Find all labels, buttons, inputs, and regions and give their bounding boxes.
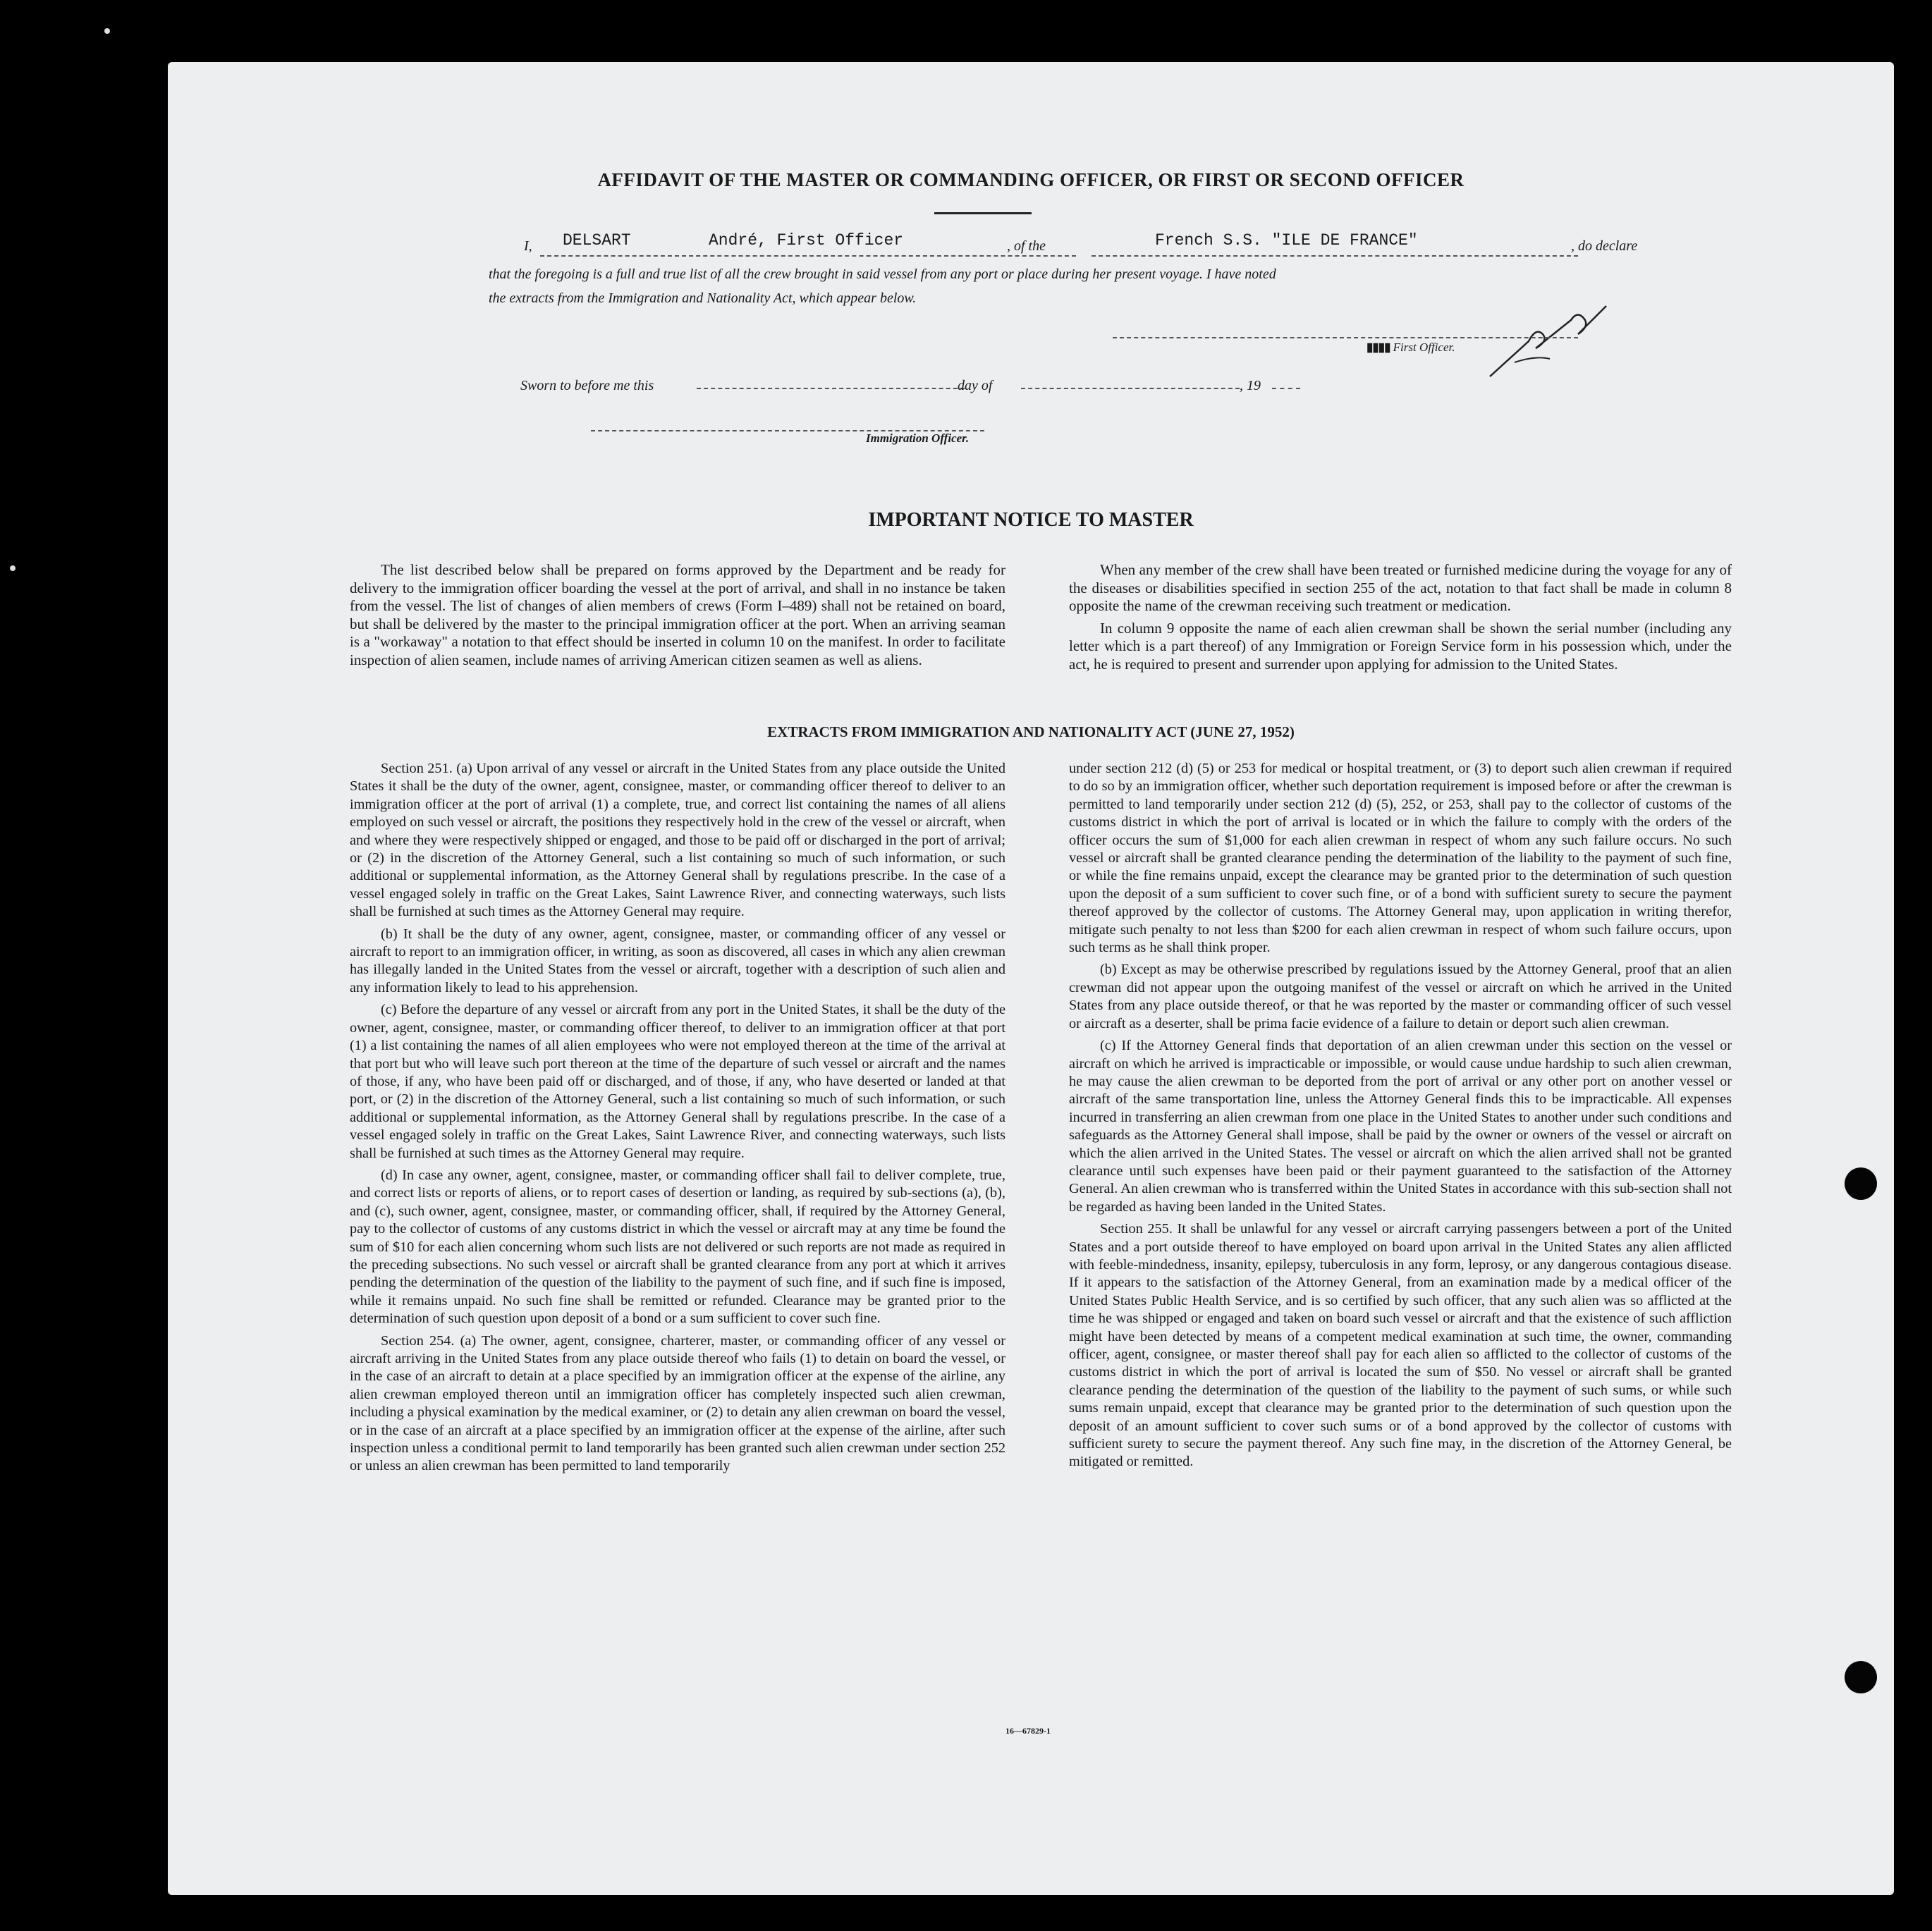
declaration-line-3: the extracts from the Immigration and Nationality Act, which appear below. <box>489 290 917 306</box>
notice-right-text-1: When any member of the crew shall have been treated or furnished medicine during the voyage for any of the diseases or disabilities specified in section 255 of the act, notation to that fact shall be made in column 8 opposite the name of the crewman receiving such treatment or medication. <box>1069 561 1732 614</box>
scan-speck <box>10 565 16 571</box>
declaration-line-2: that the foregoing is a full and true list of all the crew brought in said vessel from any port or place during her present voyage. I have noted <box>489 266 1276 282</box>
title-rule <box>934 212 1032 214</box>
scan-speck <box>104 28 110 34</box>
name-typed: DELSART <box>563 231 631 250</box>
immigration-officer-caption: Immigration Officer. <box>866 431 970 445</box>
section-254b: (b) Except as may be otherwise prescribed by regulations issued by the Attorney General, proof that an alien crewman did not appear upon the outgoing manifest of the vessel or aircraft on which he arrived in the United States from any place outside thereof, or that he was reported by the master or commanding officer of such vessel or aircraft as a deserter, shall be prima facie evidence of a failure to detain or deport such alien crewman. <box>1069 962 1732 1031</box>
sworn-day-line <box>697 386 965 389</box>
day-of-label: day of <box>958 378 993 393</box>
punch-hole-upper <box>1845 1167 1877 1200</box>
notice-left-column <box>350 561 1005 673</box>
extracts-left-column <box>350 760 1005 1480</box>
notice-right-text-2: In column 9 opposite the name of each alien crewman shall be shown the serial number (including any letter which is a part thereof) of any Immigration or Foreign Service form in his possession which, under the act, he is required to present and surrender upon applying for admission to the United States. <box>1069 619 1732 673</box>
do-declare-label: , do declare <box>1571 238 1638 254</box>
signature-line <box>1113 336 1578 338</box>
affidavit-title: AFFIDAVIT OF THE MASTER OR COMMANDING OFFICER, OR FIRST OR SECOND OFFICER <box>597 169 1465 190</box>
section-251b: (b) It shall be the duty of any owner, agent, consignee, master, or commanding officer of any vessel or aircraft to report to an immigration officer, in writing, as soon as discovered, all cases in which any alien crewman has illegally landed in the United States from the vessel or aircraft, together with a description of such alien and any information likely to lead to his apprehension. <box>350 926 1005 995</box>
section-251c: (c) Before the departure of any vessel or aircraft from any port in the United States, it shall be the duty of the owner, agent, consignee, master, or commanding officer thereof, to deliver to an immigration officer at that port (1) a list containing the names of all alien employees who were not employed thereon at the time of the arrival at that port but who will leave such port thereon at the time of the departure of such vessel or aircraft and the names of those, if any, who have been paid off or discharged, and of those, if any, who have deserted or landed at that port, or (2) in the discretion of the Attorney General, such a list containing so much of such information, or such additional or supplemental information, as the Attorney General shall by regulations prescribe. In the case of a vessel engaged solely in traffic on the Great Lakes, Saint Lawrence River, and connecting waterways, such lists shall be furnished at such times as the Attorney General may require. <box>350 1002 1005 1161</box>
section-255: Section 255. It shall be unlawful for any vessel or aircraft carrying passengers between a port of the United States and a port outside thereof to have employed on board upon arrival in the United States any alien afflicted with feeble-mindedness, insanity, epilepsy, tuberculosis in any form, leprosy, or any dangerous contagious disease. If it appears to the satisfaction of the Attorney General, from an examination made by a medical officer of the United States Public Health Service, and is so certified by such officer, that any such alien was so afflicted at the time he was shipped or engaged and taken on board such vessel or aircraft and that the existence of such affliction might have been detected by means of a competent medical examination at such time, the owner, commanding officer, agent, consignee, or master thereof shall pay for each alien so afflicted to the collector of customs of the customs district in which the port of arrival is located the sum of $50. No vessel or aircraft shall be granted clearance pending the determination of the question of the liability to the payment of such sums, or while such sums remain unpaid, except that clearance may be granted prior to the determination of such question upon the deposit of an amount sufficient to cover such sums or of a bond approved by the collector of customs with sufficient surety to secure the payment thereof. Any such fine may, in the discretion of the Attorney General, be mitigated or remitted. <box>1069 1221 1732 1470</box>
extracts-right-column <box>1069 760 1732 1476</box>
section-254c: (c) If the Attorney General finds that deportation of an alien crewman under this section on the vessel or aircraft on which he arrived is impracticable or impossible, or would cause undue hardship to such alien crewman, he may cause the alien crewman to be deported from the port of arrival or any other port on another vessel or aircraft of the same transportation line, unless the Attorney General finds this to be impracticable. All expenses incurred in transferring an alien crewman from one place in the United States to another under such conditions and safeguards as the Attorney General shall impose, shall be paid by the owner or owners of the vessel or aircraft on which the alien arrived in the United States. The vessel or aircraft on which the alien arrived shall not be granted clearance until such expenses have been paid or their payment guaranteed to the satisfaction of the Attorney General. An alien crewman who is transferred within the United States in accordance with this sub-section shall not be regarded as having been landed in the United States. <box>1069 1038 1732 1215</box>
notice-title: IMPORTANT NOTICE TO MASTER <box>868 509 1194 531</box>
given-typed: André, First Officer <box>709 231 904 250</box>
section-254a-cont: under section 212 (d) (5) or 253 for medical or hospital treatment, or (3) to deport such alien crewman if required to do so by an immigration officer, whether such deportation requirement is imposed before or after the crewman is permitted to land temporarily under section 212 (d) (5), 252, or 253, shall pay to the collector of customs of the customs district in which the port of arrival is located or in which the failure to comply with the orders of the officer occurs the sum of $1,000 for each alien crewman in respect of whom any such failure occurs. No such vessel or aircraft shall be granted clearance pending the determination of the liability to the payment of such fine, or while the fine remains unpaid, except the clearance may be granted prior to the determination of such question upon the deposit of a sum sufficient to cover such fine, or of a bond with sufficient surety to secure the payment thereof approved by the collector of customs. The Attorney General may, upon application in writing therefor, mitigate such penalty to not less than $200 for each alien crewman in respect of whom such failure occurs, upon such terms as he shall think proper. <box>1069 761 1732 956</box>
section-251d: (d) In case any owner, agent, consignee, master, or commanding officer shall fail to deliver complete, true, and correct lists or reports of aliens, or to report cases of desertion or landing, as required by sub-sections (a), (b), and (c), such owner, agent, consignee, master, or commanding officer, shall, if required by the Attorney General, pay to the collector of customs of any customs district in which the vessel or aircraft may at any time be found the sum of $10 for each alien concerning whom such lists are not delivered or such reports are not made as required in the preceding subsections. No such vessel or aircraft shall be granted clearance from any port at which it arrives pending the determination of the question of the liability to the payment of such fine, and if such fine is imposed, while it remains unpaid. No such fine shall be remitted or refunded. Clearance may be granted prior to the determination of such question upon deposit of a bond or a sum sufficient to cover such fine. <box>350 1167 1005 1327</box>
form-code: 16—67829-1 <box>1005 1726 1051 1736</box>
sworn-year-line <box>1272 386 1300 389</box>
document-sheet <box>168 62 1894 1895</box>
signature <box>1486 299 1641 384</box>
of-the-label: , of the <box>1007 238 1046 254</box>
extracts-title: EXTRACTS FROM IMMIGRATION AND NATIONALITY ACT (JUNE 27, 1952) <box>767 723 1295 740</box>
year-label: , 19 <box>1240 378 1261 393</box>
punch-hole-lower <box>1845 1661 1877 1693</box>
notice-right-column <box>1069 561 1732 678</box>
section-251a: Section 251. (a) Upon arrival of any vessel or aircraft in the United States from any place outside the United States it shall be the duty of the owner, agent, consignee, master, or commanding officer thereof to deliver to an immigration officer at the port of arrival (1) a complete, true, and correct list containing the names of all aliens employed on such vessel or aircraft, the positions they respectively hold in the crew of the vessel or aircraft, when and where they were respectively shipped or engaged, and those to be paid off or discharged in the port of arrival; or (2) in the discretion of the Attorney General, such a list containing so much of such information, or such additional or supplemental information, as the Attorney General shall by regulations prescribe. In the case of a vessel engaged solely in traffic on the Great Lakes, Saint Lawrence River, and connecting waterways, such lists shall be furnished at such times as the Attorney General may require. <box>350 761 1005 920</box>
sworn-label: Sworn to before me this <box>520 378 654 393</box>
i-label: I, <box>524 238 532 254</box>
notice-left-text: The list described below shall be prepared on forms approved by the Department and be ready for delivery to the immigration officer boarding the vessel at the port of arrival, and shall in no instance be taken from the vessel. The list of changes of alien members of crews (Form I–489) shall not be retained on board, but shall be delivered by the master to the principal immigration officer at the port. When an arriving seaman is a "workaway" a notation to that effect should be inserted in column 10 on the manifest. In order to facilitate inspection of alien seamen, include names of arriving American citizen seamen as well as aliens. <box>350 561 1005 668</box>
vessel-typed: French S.S. "ILE DE FRANCE" <box>1155 231 1418 250</box>
sworn-month-line <box>1021 386 1240 389</box>
officer-caption: ▮▮▮▮ First Officer. <box>1367 341 1455 354</box>
section-254a: Section 254. (a) The owner, agent, consignee, charterer, master, or commanding officer of any vessel or aircraft arriving in the United States from any place outside thereof who fails (1) to detain on board the vessel, or in the case of an aircraft to detain at a place specified by an immigration officer at the expense of the airline, any alien crewman employed thereon until an immigration officer has completely inspected such alien crewman, including a physical examination by the medical examiner, or (2) to detain any alien crewman on board the vessel, or in the case of an aircraft at a place specified by an immigration officer at the expense of the airline, after such inspection unless a conditional permit to land temporarily has been granted such alien crewman under section 252 or unless an alien crewman has been permitted to land temporarily <box>350 1332 1005 1474</box>
